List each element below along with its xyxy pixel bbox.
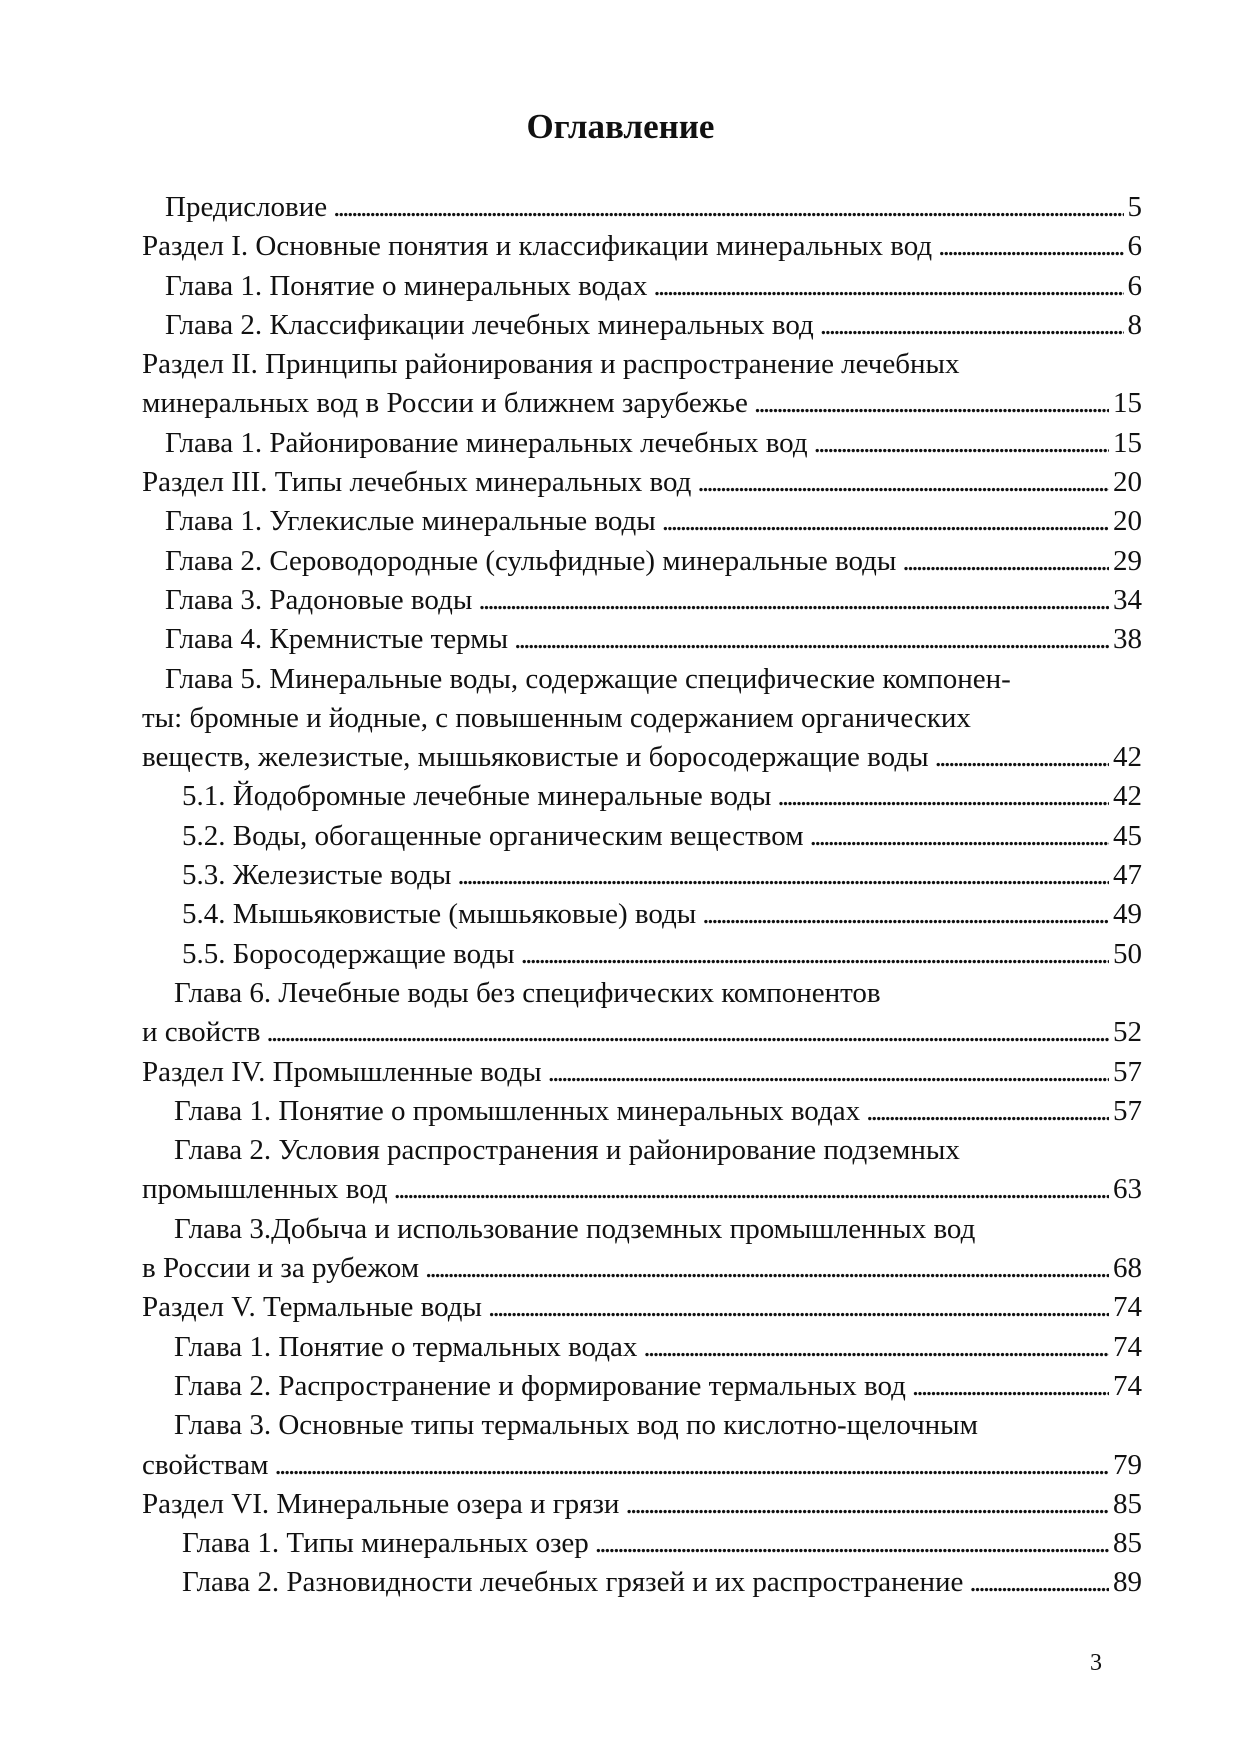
toc-dot-leader (478, 581, 1109, 620)
toc-dot-leader (643, 1328, 1109, 1367)
toc-entry (142, 463, 1142, 502)
toc-entry (142, 1485, 1142, 1524)
toc-entry-line (142, 738, 1142, 777)
toc-entry-title: Глава 1. Понятие о минеральных водах (165, 269, 648, 302)
toc-entry-title: Глава 1. Типы минеральных озер (182, 1527, 589, 1560)
toc-dot-leader (514, 620, 1109, 659)
toc-page-number: 52 (1113, 1016, 1142, 1049)
toc-entry-title: Глава 1. Районирование минеральных лечебных вод (165, 426, 808, 459)
toc-dot-leader (754, 384, 1109, 423)
toc-entry (142, 345, 1142, 424)
toc-page-number: 6 (1127, 269, 1142, 302)
toc-entry-title: Раздел I. Основные понятия и классификации минеральных вод (142, 230, 933, 263)
toc-entry-line (142, 1524, 1142, 1563)
toc-entry-line (142, 856, 1142, 895)
toc-entry (142, 817, 1142, 856)
toc-entry-line (142, 1367, 1142, 1406)
toc-entry (142, 188, 1142, 227)
toc-entry-continuation (142, 1210, 1142, 1249)
toc-entry-title: Раздел II. Принципы районирования и распространение лечебных (142, 348, 960, 381)
toc-page-number: 20 (1113, 505, 1142, 538)
toc-dot-leader (820, 306, 1124, 345)
toc-page-number: 42 (1113, 741, 1142, 774)
toc-dot-leader (625, 1485, 1109, 1524)
toc-entry-line (142, 502, 1142, 541)
toc-entry (142, 1367, 1142, 1406)
toc-dot-leader (902, 542, 1109, 581)
toc-entry-line (142, 1249, 1142, 1288)
toc-entry-title: Глава 1. Углекислые минеральные воды (165, 505, 656, 538)
toc-dot-leader (702, 895, 1109, 934)
toc-entry-continuation (142, 974, 1142, 1013)
toc-entry-title: Глава 2. Классификации лечебных минеральных вод (165, 308, 814, 341)
toc-entry-continuation (142, 699, 1142, 738)
toc-entry-title: Глава 2. Сероводородные (сульфидные) минеральные воды (165, 544, 897, 577)
toc-entry-line (142, 1092, 1142, 1131)
toc-entry (142, 620, 1142, 659)
toc-entry-title: 5.4. Мышьяковистые (мышьяковые) воды (182, 898, 697, 931)
toc-dot-leader (425, 1249, 1109, 1288)
toc-entry-title: Глава 2. Распространение и формирование термальных вод (174, 1369, 906, 1402)
toc-page-number: 15 (1113, 426, 1142, 459)
toc-entry-title: промышленных вод (142, 1173, 388, 1206)
toc-entry (142, 1053, 1142, 1092)
toc-entry-title: Глава 1. Понятие о термальных водах (174, 1330, 638, 1363)
toc-entry-line (142, 267, 1142, 306)
toc-entry-title: в России и за рубежом (142, 1252, 420, 1285)
toc-entry-title: Глава 3. Радоновые воды (165, 583, 473, 616)
toc-entry-title: веществ, железистые, мышьяковистые и боросодержащие воды (142, 741, 929, 774)
toc-entry-title: Раздел IV. Промышленные воды (142, 1055, 542, 1088)
toc-entry-title: 5.3. Железистые воды (182, 859, 452, 892)
toc-page-number: 42 (1113, 780, 1142, 813)
toc-dot-leader (814, 424, 1109, 463)
toc-entry-line (142, 227, 1142, 266)
toc-page-number: 45 (1113, 819, 1142, 852)
toc-page-number: 47 (1113, 859, 1142, 892)
toc-dot-leader (777, 777, 1109, 816)
toc-entry-continuation (142, 1131, 1142, 1170)
toc-entry (142, 502, 1142, 541)
toc-page-number: 38 (1113, 623, 1142, 656)
toc-entry-title: 5.1. Йодобромные лечебные минеральные воды (182, 780, 772, 813)
toc-entry (142, 1406, 1142, 1485)
toc-entry-line (142, 1446, 1142, 1485)
toc-entry-title: Раздел VI. Минеральные озера и грязи (142, 1487, 620, 1520)
table-of-contents (142, 188, 1142, 1603)
toc-page-number: 29 (1113, 544, 1142, 577)
toc-entry (142, 1563, 1142, 1602)
toc-entry-line (142, 817, 1142, 856)
toc-entry (142, 974, 1142, 1053)
toc-entry-title: и свойств (142, 1016, 261, 1049)
toc-dot-leader (969, 1563, 1109, 1602)
toc-entry-title: Глава 3.Добыча и использование подземных промышленных вод (174, 1212, 976, 1245)
toc-page-number: 5 (1127, 191, 1142, 223)
toc-entry (142, 267, 1142, 306)
toc-page-number: 85 (1113, 1527, 1142, 1560)
toc-page-number: 68 (1113, 1252, 1142, 1285)
toc-page-number: 85 (1113, 1487, 1142, 1520)
toc-page-number: 57 (1113, 1094, 1142, 1127)
toc-page-number: 63 (1113, 1173, 1142, 1206)
toc-entry-title: свойствам (142, 1448, 269, 1481)
toc-entry-title: Глава 3. Основные типы термальных вод по кислотно-щелочным (174, 1409, 979, 1442)
toc-entry-line (142, 935, 1142, 974)
toc-dot-leader (266, 1013, 1109, 1052)
toc-dot-leader (333, 188, 1123, 227)
toc-entry-title: Глава 5. Минеральные воды, содержащие специфические компонен- (165, 662, 1011, 695)
toc-dot-leader (935, 738, 1109, 777)
toc-entry-line (142, 895, 1142, 934)
toc-dot-leader (866, 1092, 1109, 1131)
toc-page-number: 6 (1127, 230, 1142, 263)
toc-entry-line (142, 188, 1142, 227)
toc-dot-leader (697, 463, 1109, 502)
toc-entry-title: Глава 1. Понятие о промышленных минеральных водах (174, 1094, 861, 1127)
toc-entry (142, 660, 1142, 778)
toc-entry (142, 542, 1142, 581)
toc-entry (142, 227, 1142, 266)
toc-page-number: 34 (1113, 583, 1142, 616)
toc-entry (142, 895, 1142, 934)
toc-dot-leader (394, 1170, 1109, 1209)
toc-entry-continuation (142, 1406, 1142, 1445)
toc-page-number: 74 (1113, 1330, 1142, 1363)
toc-entry-title: Глава 2. Разновидности лечебных грязей и их распространение (182, 1566, 964, 1599)
toc-page-number: 79 (1113, 1448, 1142, 1481)
toc-entry-line (142, 1563, 1142, 1602)
toc-entry (142, 856, 1142, 895)
toc-entry (142, 1210, 1142, 1289)
toc-entry-title: 5.2. Воды, обогащенные органическим веществом (182, 819, 804, 852)
toc-entry-title: Раздел V. Термальные воды (142, 1291, 483, 1324)
toc-entry (142, 1288, 1142, 1327)
toc-entry-line (142, 1288, 1142, 1327)
toc-entry-line (142, 306, 1142, 345)
toc-page-number: 57 (1113, 1055, 1142, 1088)
toc-entry-title: 5.5. Боросодержащие воды (182, 937, 515, 970)
toc-entry (142, 1131, 1142, 1210)
toc-dot-leader (457, 856, 1109, 895)
toc-entry (142, 1092, 1142, 1131)
toc-dot-leader (653, 267, 1123, 306)
toc-page-number: 8 (1127, 308, 1142, 341)
toc-entry-line (142, 1328, 1142, 1367)
toc-entry-line (142, 777, 1142, 816)
toc-entry-continuation (142, 345, 1142, 384)
toc-entry-line (142, 424, 1142, 463)
toc-entry-title: Предисловие (165, 191, 328, 223)
toc-entry-line (142, 1013, 1142, 1052)
toc-dot-leader (662, 502, 1109, 541)
toc-entry-line (142, 463, 1142, 502)
toc-page-number: 20 (1113, 466, 1142, 499)
toc-dot-leader (274, 1446, 1109, 1485)
toc-entry-line (142, 1170, 1142, 1209)
toc-page-number: 50 (1113, 937, 1142, 970)
toc-dot-leader (938, 227, 1123, 266)
toc-entry-title: Глава 4. Кремнистые термы (165, 623, 509, 656)
toc-entry-line (142, 620, 1142, 659)
toc-entry-line (142, 1485, 1142, 1524)
toc-dot-leader (912, 1367, 1109, 1406)
toc-entry-line (142, 581, 1142, 620)
toc-entry-line (142, 542, 1142, 581)
toc-entry-title: Глава 2. Условия распространения и районирование подземных (174, 1134, 960, 1167)
page-number: 3 (1090, 1650, 1102, 1676)
toc-entry-continuation (142, 660, 1142, 699)
toc-dot-leader (548, 1053, 1109, 1092)
toc-entry (142, 777, 1142, 816)
toc-entry (142, 306, 1142, 345)
toc-dot-leader (521, 935, 1109, 974)
toc-entry (142, 424, 1142, 463)
page-title: Оглавление (526, 107, 715, 146)
toc-dot-leader (810, 817, 1109, 856)
toc-page-number: 74 (1113, 1369, 1142, 1402)
toc-entry-line (142, 384, 1142, 423)
toc-entry-title: Раздел III. Типы лечебных минеральных вод (142, 466, 692, 499)
toc-dot-leader (488, 1288, 1109, 1327)
toc-page-number: 49 (1113, 898, 1142, 931)
toc-dot-leader (595, 1524, 1109, 1563)
toc-entry-title: ты: бромные и йодные, с повышенным содержанием органических (142, 701, 971, 734)
toc-page-number: 15 (1113, 387, 1142, 420)
toc-entry (142, 1524, 1142, 1563)
toc-entry (142, 935, 1142, 974)
toc-entry-title: Глава 6. Лечебные воды без специфических компонентов (174, 976, 881, 1009)
toc-page-number: 74 (1113, 1291, 1142, 1324)
toc-entry-title: минеральных вод в России и ближнем зарубежье (142, 387, 748, 420)
toc-page-number: 89 (1113, 1566, 1142, 1599)
toc-entry-line (142, 1053, 1142, 1092)
toc-entry (142, 581, 1142, 620)
toc-entry (142, 1328, 1142, 1367)
